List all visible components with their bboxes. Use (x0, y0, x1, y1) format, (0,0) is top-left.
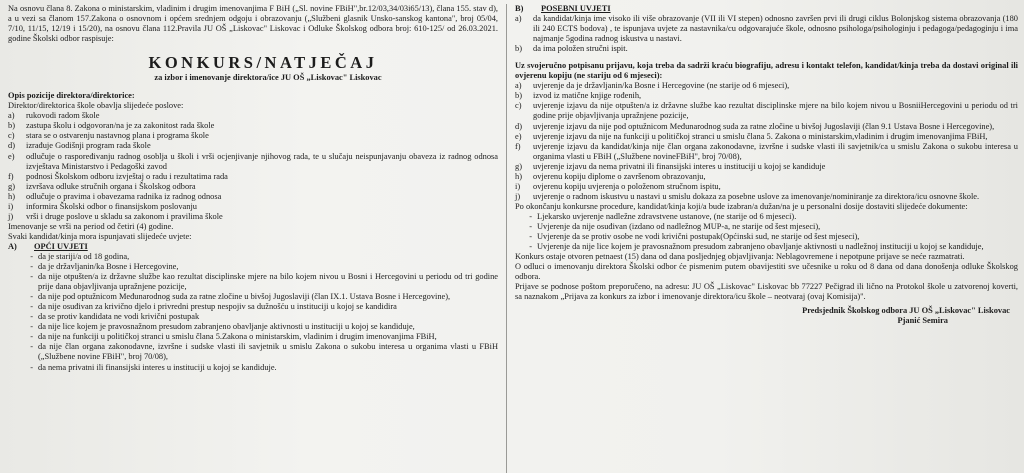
dash-bullet-icon: - (30, 272, 33, 282)
general-condition-item (8, 332, 498, 342)
post-document-item-text: Uvjerenje da nije lice kojem je pravosnažnom presudom zabranjeno obavljanje aktivnosti u nadležnoj instituciji u kojoj se kandiduje, (537, 242, 984, 252)
document-item-label: d) (515, 121, 522, 131)
duty-item (8, 192, 498, 202)
conditions-intro: Svaki kandidat/kinja mora ispunjavati slijedeće uvjete: (8, 231, 192, 241)
document-item-text: uvjerenje izjavu da kandidat/kinja nije član organa zakonodavne, izvršne i sudske vlasti ili savjetnik/ca u smislu Zakona o sukobu interesa u organima vlasti u FBiH („Službene novineFBiH", broj 70/08), (533, 141, 1018, 161)
section-b-title: POSEBNI UVJETI (541, 4, 611, 13)
general-condition-item (8, 342, 498, 362)
document-item-label: j) (515, 191, 521, 201)
signature-title: Predsjednik Školskog odbora JU OŠ „Liskovac" Liskovac (802, 306, 1010, 316)
duty-item (8, 202, 498, 212)
document-item (515, 182, 1018, 192)
document-item-label: f) (515, 141, 521, 151)
general-condition-item-text: da je državljanin/ka Bosne i Hercegovine, (38, 262, 179, 272)
duty-item-text: izvršava odluke stručnih organa i Školskog odbora (26, 181, 196, 191)
duty-item-label: i) (8, 201, 14, 211)
special-condition-item-text: da kandidat/kinja ime visoko ili više obrazovanje (VII ili VI stepen) odnosno završen prvi ili drugi ciklus Bolonjskog sistema obrazovanja (180 ili 240 ECTS bodova) , te ispunjava uvjete za nastavnika/cu odgovarajuće škole, odnosno psihologa/psihologinju i pedagoga/pedagoginju i ima najmanje 5godina radnog iskustva u nastavi. (533, 14, 1018, 44)
duty-item-label: j) (8, 211, 14, 221)
special-conditions-list (515, 14, 1018, 54)
duty-item-text: informira Školski odbor o finansijskom poslovanju (26, 201, 197, 211)
dash-bullet-icon: - (30, 322, 33, 332)
general-condition-item (8, 292, 498, 302)
document-item (515, 101, 1018, 121)
dash-bullet-icon: - (30, 262, 33, 272)
dash-bullet-icon: - (30, 342, 33, 352)
column-divider (506, 4, 507, 473)
duty-item-label: b) (8, 121, 15, 131)
post-selection-intro: Po okončanju konkursne procedure, kandidat/kinja koji/a bude izabran/a dužan/na je u personalni dosije dostaviti slijedeće dokumente: (515, 201, 968, 211)
general-condition-item-text: da nije član organa zakonodavne, izvršne i sudske vlasti ili savjetnik u smislu Zakona o sukobu interesa u organima vlasti u FBiH („Službene novine FBiH", broj 70/08), (38, 342, 498, 362)
general-conditions-heading (8, 242, 498, 252)
general-condition-item-text: da nije pod optužnicom Međunarodnog suda za ratne zločine u bivšoj Jugoslaviji (član IX.1. Ustava Bosne i Hercegovine), (38, 292, 451, 302)
document-item-label: h) (515, 171, 522, 181)
special-conditions-heading (515, 4, 1018, 14)
document-item-text: uvjerenje izjavu da nije na funkciji u političkoj stranci u smislu člana 5. Zakona o ministarskim,vladinim i drugim imenovanjima FBiH, (533, 131, 988, 141)
duty-item (8, 121, 498, 131)
page-subtitle: za izbor i imenovanje direktora/ice JU OŠ „Liskovac" Liskovac (154, 73, 382, 83)
duties-heading: Opis pozicije direktora/direktorice: (8, 91, 135, 101)
duty-item-label: d) (8, 141, 15, 151)
general-condition-item-text: da nema privatni ili finansijski interes u instituciji u kojoj se kandiduje. (38, 362, 277, 372)
section-a-title: OPĆI UVJETI (34, 241, 88, 251)
post-document-item-text: Uvjerenje da nije osuđivan (izdano od nadležnog MUP-a, ne starije od šest mjeseci), (537, 221, 821, 231)
duty-item (8, 212, 498, 222)
document-item-text: uvjerenje da je državljanin/ka Bosne i Hercegovine (ne starije od 6 mjeseci), (533, 81, 790, 91)
decision-text: O odluci o imenovanju direktora Školski odbor će pismenim putem obavijestiti sve učesnike u roku od 8 dana od dana donošenja odluke Školskog odbora. (515, 262, 1018, 282)
dash-bullet-icon: - (529, 221, 532, 231)
document-item-text: izvod iz matične knjige rođenih, (533, 91, 642, 101)
general-condition-item (8, 272, 498, 292)
section-a-label: A) (8, 241, 17, 251)
general-condition-item (8, 252, 498, 262)
post-document-item (515, 232, 1018, 242)
duty-item (8, 182, 498, 192)
duty-item-text: vrši i druge poslove u skladu sa zakonom i pravilima škole (26, 211, 223, 221)
duty-item-label: e) (8, 151, 15, 161)
general-condition-item-text: da je stariji/a od 18 godina, (38, 251, 130, 261)
duty-item-text: izrađuje Godišnji program rada škole (26, 141, 151, 151)
duty-item (8, 131, 498, 141)
duties-intro: Direktor/direktorica škole obavlja slijedeće poslove: (8, 101, 184, 111)
duty-item-text: odlučuje o pravima i obavezama radnika iz radnog odnosa (26, 191, 222, 201)
intro-paragraph: Na osnovu člana 8. Zakona o ministarskim, vladinim i drugim imenovanjima F BiH („Sl. novine FBiH",br.12/03,34/03i65/13), člana 155. stav d), a u vezi sa članom 157.Zakona o osnovnom i općem srednjem odgoju i obrazovanju („Službeni glasnik Unsko-sanskog kantona", broj 05/04, 7/10, 11/15, 12/19 i 15/20), na osnovu člana 112.Pravila JU OŠ „Liskovac" Liskovac i Odluke Školskog odbora broj: 610-125/ od 26.03.2021. godine Školski odbor raspisuje: (8, 4, 498, 44)
document-item-label: b) (515, 91, 522, 101)
duty-item-label: c) (8, 131, 15, 141)
duty-item (8, 152, 498, 172)
document-item (515, 91, 1018, 101)
special-condition-item (515, 44, 1018, 54)
duty-item (8, 111, 498, 121)
mandate-text: Imenovanje se vrši na period od četiri (4) godine. (8, 221, 174, 231)
dash-bullet-icon: - (30, 302, 33, 312)
post-document-item (515, 212, 1018, 222)
dash-bullet-icon: - (30, 292, 33, 302)
document-item (515, 192, 1018, 202)
dash-bullet-icon: - (30, 312, 33, 322)
post-document-item-text: Ljekarsko uvjerenje nadležne zdravstvene ustanove, (ne starije od 6 mjeseci). (537, 211, 797, 221)
general-condition-item (8, 262, 498, 272)
document-item (515, 142, 1018, 162)
post-document-item (515, 222, 1018, 232)
document-item-text: uvjerenje izjavu da nije pod optužnicom Međunarodnog suda za ratne zločine u bivšoj Jugoslaviji (član 9.1 Ustava Bosne i Hercegovine), (533, 121, 995, 131)
submission-text: Prijave se podnose poštom preporučeno, na adresu: JU OŠ „Liskovac" Liskovac bb 77227 Pečigrad ili lično na Protokol škole u zatvorenoj koverti, sa naznakom „Prijava za konkurs za izbor i imenovanje direktora/icu škole – neotvaraj (ovaj Komisija)". (515, 282, 1018, 302)
dash-bullet-icon: - (529, 211, 532, 221)
document-item-label: a) (515, 81, 522, 91)
document-item-text: ovjerenu kopiju diplome o završenom obrazovanju, (533, 171, 706, 181)
document-item-label: c) (515, 101, 522, 111)
document-item-label: e) (515, 131, 522, 141)
dash-bullet-icon: - (30, 251, 33, 261)
left-column (8, 4, 506, 473)
right-column (515, 4, 1018, 473)
document-item-text: uvjerenje izjavu da nije otpušten/a iz državne službe kao rezultat disciplinske mjere na bilo kojem nivou u BosniiHercegovini u periodu od tri godine prije objavljivanja upražnjene pozicije, (533, 101, 1018, 121)
special-condition-item-label: b) (515, 44, 522, 54)
duty-item-label: a) (8, 111, 15, 121)
documents-list (515, 81, 1018, 202)
duties-list (8, 111, 498, 222)
document-item-text: uvjerenje o radnom iskustvu u nastavi u smislu dokaza za posebne uslove za imenovanje/nominiranje za direktora/icu osnovne škole. (533, 191, 980, 201)
document-item-label: g) (515, 161, 522, 171)
post-document-item-text: Uvjerenje da se protiv osobe ne vodi krivični postupak(Općinski sud, ne starije od šest mjeseci), (537, 232, 860, 242)
general-condition-item-text: da se protiv kandidata ne vodi krivični postupak (38, 312, 200, 322)
duty-item (8, 141, 498, 151)
general-condition-item-text: da nije na funkciji u političkoj stranci u smislu člana 5.Zakona o ministarskim, vladinim i drugim imenovanjima FBiH, (38, 332, 437, 342)
document-item-text: ovjerenu kopiju uvjerenja o položenom stručnom ispitu, (533, 181, 721, 191)
general-condition-item (8, 322, 498, 332)
duty-item-text: stara se o ostvarenju nastavnog plana i programa škole (26, 131, 209, 141)
duty-item-text: rukovodi radom škole (26, 111, 100, 121)
duty-item-text: zastupa školu i odgovoran/na je za zakonitost rada škole (26, 121, 215, 131)
duty-item-label: g) (8, 181, 15, 191)
general-conditions-list (8, 252, 498, 373)
special-condition-item-text: da ima položen stručni ispit. (533, 44, 628, 54)
general-condition-item-text: da nije otpušten/a iz državne službe kao rezultat disciplinske mjere na bilo kojem nivou u Bosni i Hercegovini u periodu od tri godine prije dana objavljivanja upražnjene pozicije, (38, 272, 498, 292)
documents-intro: Uz svojeručno potpisanu prijavu, koja treba da sadrži kraću biografiju, adresu i kontakt telefon, kandidat/kinja treba da dostavi original ili ovjerenu kopiju (ne stariju od 6 mjeseci): (515, 61, 1018, 81)
section-b-label: B) (515, 4, 524, 13)
special-condition-item (515, 14, 1018, 44)
general-condition-item (8, 312, 498, 322)
document-item (515, 162, 1018, 172)
dash-bullet-icon: - (529, 242, 532, 252)
post-selection-list (515, 212, 1018, 252)
post-document-item (515, 242, 1018, 252)
deadline-text: Konkurs ostaje otvoren petnaest (15) dana od dana posljednjeg objavljivanja: Neblagovremene i nepotpune prijave se neće razmatrati. (515, 252, 965, 262)
signature-name: Pjanić Semira (897, 316, 948, 326)
duty-item-label: h) (8, 191, 15, 201)
general-condition-item (8, 363, 498, 373)
document-item-label: i) (515, 181, 521, 191)
duty-item-text: odlučuje o raspoređivanju radnog osoblja u školi i vrši ocjenjivanje njihovog rada, te u slučaju neispunjavanju obaveza iz radnog odnosa izvještava Ministarstvo i Pedagoški zavod (26, 151, 498, 171)
page-title: KONKURS/NATJEČAJ (148, 53, 378, 73)
general-condition-item-text: da nije osuđivan za krivično djelo i privredni prestup nespojiv sa dužnošću u instituciji u kojoj se kandidira (38, 302, 397, 312)
document-item (515, 132, 1018, 142)
document-item (515, 81, 1018, 91)
dash-bullet-icon: - (529, 232, 532, 242)
document-item-text: uvjerenje izjavu da nema privatni ili finansijski interes u instituciji u kojoj se kandiduje (533, 161, 826, 171)
general-condition-item-text: da nije lice kojem je pravosnažnom presudom zabranjeno obavljanje aktivnosti u instituciji u kojoj se kandiduje, (38, 322, 415, 332)
duty-item-text: podnosi Školskom odboru izvještaj o radu i rezultatima rada (26, 171, 228, 181)
dash-bullet-icon: - (30, 332, 33, 342)
duty-item-label: f) (8, 171, 14, 181)
duty-item (8, 172, 498, 182)
document-item (515, 122, 1018, 132)
general-condition-item (8, 302, 498, 312)
dash-bullet-icon: - (30, 362, 33, 372)
special-condition-item-label: a) (515, 14, 522, 24)
document-item (515, 172, 1018, 182)
